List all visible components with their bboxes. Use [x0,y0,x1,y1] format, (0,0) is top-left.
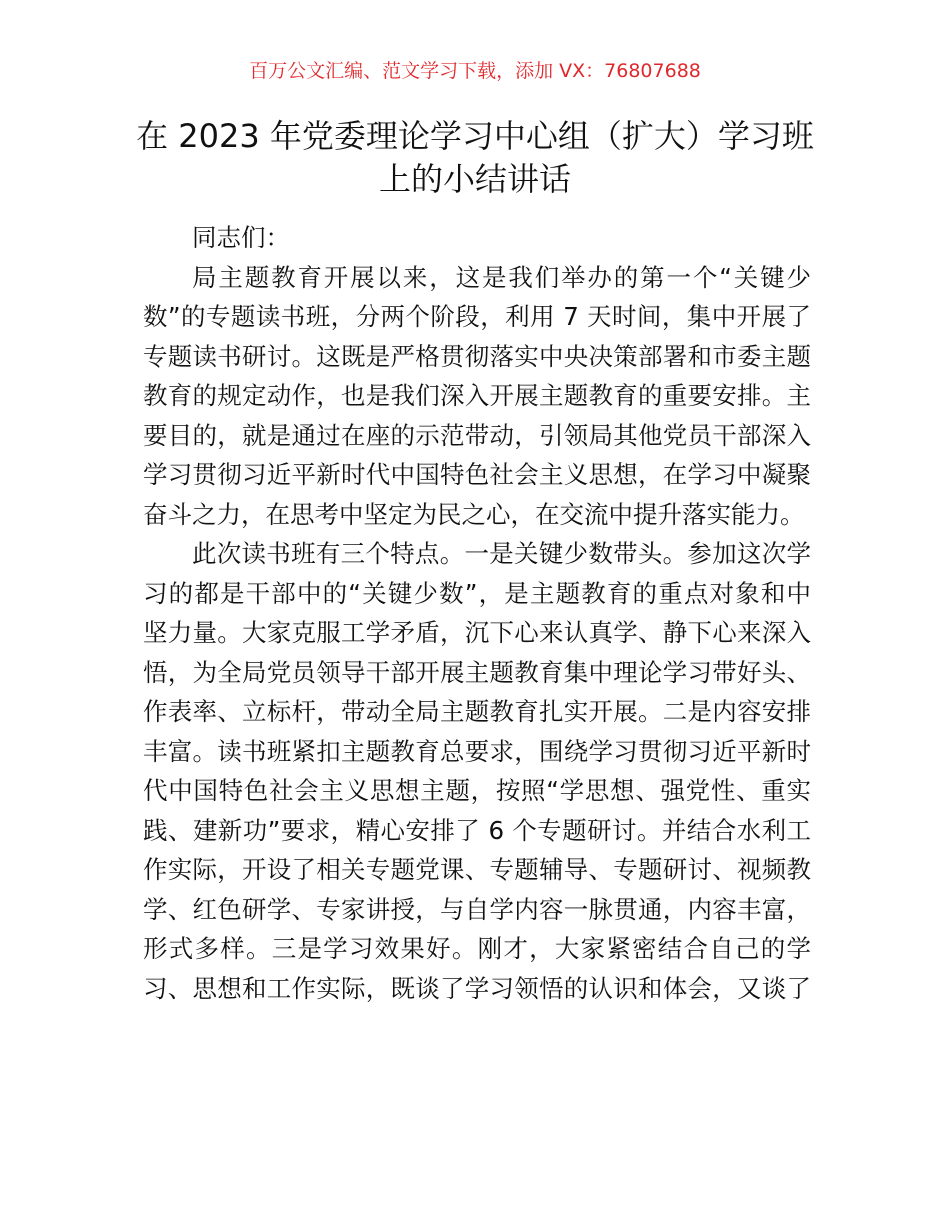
text-line: 奋斗之力，在思考中坚定为民之心，在交流中提升落实能力。 [143,499,805,529]
text-line: 习、思想和工作实际，既谈了学习领悟的认识和体会，又谈了 [143,973,811,1003]
text-line: 代中国特色社会主义思想主题，按照“学思想、强党性、重实 [143,776,811,805]
paragraph [143,258,811,535]
title-line: 在 2023 年党委理论学习中心组（扩大）学习班 [136,117,814,155]
text-line: 学、红色研学、专家讲授，与自学内容一脉贯通，内容丰富， [143,894,811,924]
text-line: 数”的专题读书班，分两个阶段，利用 7 天时间，集中开展了 [143,302,811,331]
text-line: 形式多样。三是学习效果好。刚才，大家紧密结合自己的学 [143,934,811,963]
salutation: 同志们： [192,223,290,252]
text-line: 作表率、立标杆，带动全局主题教育扎实开展。二是内容安排 [143,697,811,726]
text-line: 局主题教育开展以来，这是我们举办的第一个“关键少 [192,262,811,292]
document-title [130,115,820,201]
text-line: 悟，为全局党员领导干部开展主题教育集中理论学习带好头、 [143,657,811,687]
text-line: 丰富。读书班紧扣主题教育总要求，围绕学习贯彻习近平新时 [143,736,811,766]
text-line: 要目的，就是通过在座的示范带动，引领局其他党员干部深入 [143,420,811,450]
text-line: 习的都是干部中的“关键少数”，是主题教育的重点对象和中 [143,578,811,608]
text-line: 教育的规定动作，也是我们深入开展主题教育的重要安排。主 [143,381,811,410]
text-line: 作实际，开设了相关专题党课、专题辅导、专题研讨、视频教 [143,855,811,884]
text-line: 学习贯彻习近平新时代中国特色社会主义思想，在学习中凝聚 [143,460,811,489]
title-line: 上的小结讲话 [378,160,571,198]
text-line: 坚力量。大家克服工学矛盾，沉下心来认真学、静下心来深入 [143,618,811,647]
text-line: 践、建新功”要求，精心安排了 6 个专题研讨。并结合水利工 [143,815,811,845]
paragraph [143,534,811,1008]
watermark-header: 百万公文汇编、范文学习下载，添加 VX：76807688 [249,60,701,82]
document-body [143,218,811,1008]
text-line: 此次读书班有三个特点。一是关键少数带头。参加这次学 [192,539,811,568]
text-line: 专题读书研讨。这既是严格贯彻落实中央决策部署和市委主题 [143,341,811,371]
